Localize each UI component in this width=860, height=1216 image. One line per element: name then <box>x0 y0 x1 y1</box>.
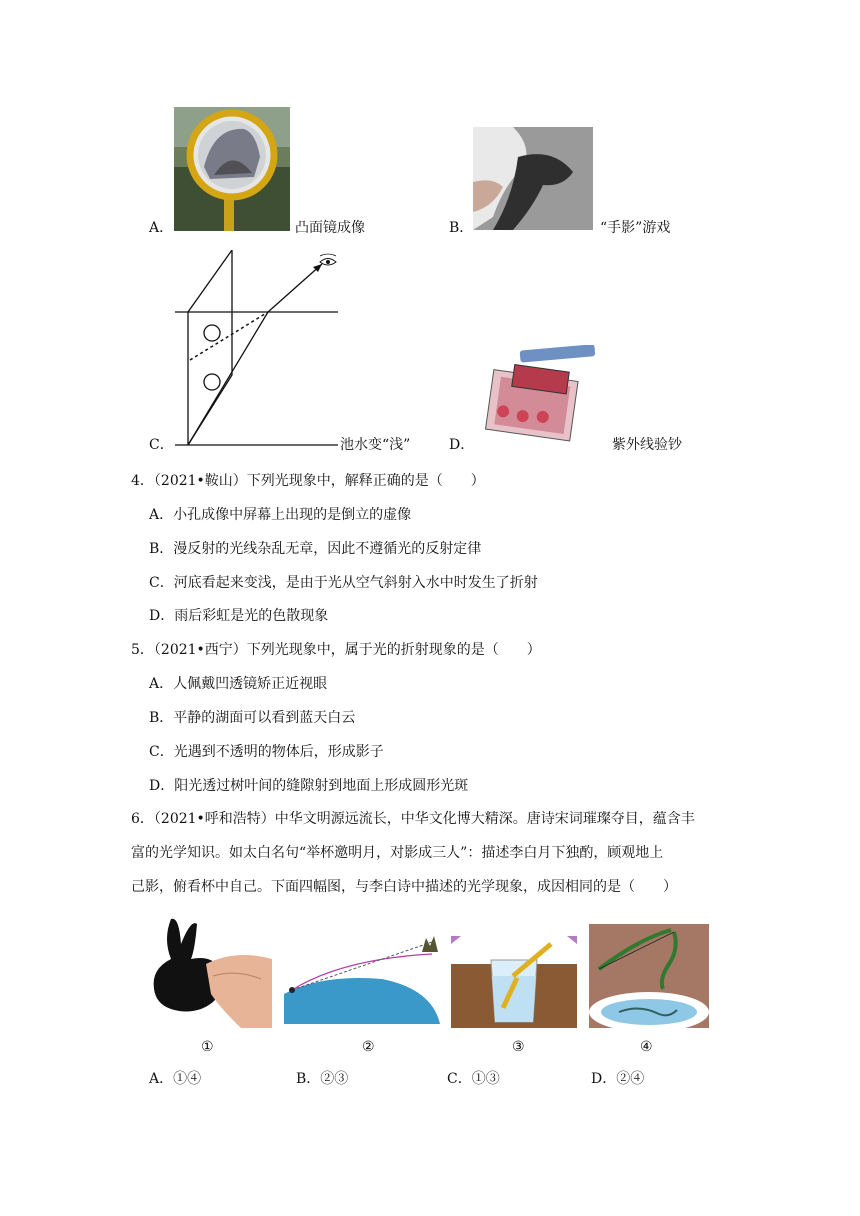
figure-2-atmosphere-refraction <box>282 934 442 1028</box>
option-b: B．②③ <box>296 1071 349 1087</box>
figure-label: ③ <box>512 1039 525 1055</box>
option-letter: A． <box>149 220 174 236</box>
figure-3-pencil-in-water <box>451 936 577 1028</box>
option-caption: 凸面镜成像 <box>295 220 365 236</box>
question-stem: 4．（2021•鞍山）下列光现象中，解释正确的是（ ） <box>131 473 485 489</box>
hand-shadow-image <box>473 127 593 230</box>
option-b: B．平静的湖面可以看到蓝天白云 <box>149 710 356 726</box>
question-stem-line: 己影，俯看杯中自己。下面四幅图，与李白诗中描述的光学现象，成因相同的是（ ） <box>131 879 677 895</box>
figure-label: ② <box>362 1039 375 1055</box>
option-d: D．阳光透过树叶间的缝隙射到地面上形成圆形光斑 <box>149 778 469 794</box>
option-a: A．人佩戴凹透镜矫正近视眼 <box>149 676 328 692</box>
option-a: A．小孔成像中屏幕上出现的是倒立的虚像 <box>149 507 412 523</box>
eye-icon <box>320 254 336 265</box>
option-caption: 池水变“浅” <box>340 437 411 453</box>
question-stem-line: 富的光学知识。如太白名句“举杯邀明月，对影成三人”：描述李白月下独酌，顾观地上 <box>131 845 664 861</box>
option-c: C．光遇到不透明的物体后，形成影子 <box>149 744 384 760</box>
figure-label: ① <box>201 1039 214 1055</box>
option-letter: D． <box>449 437 475 453</box>
option-caption: 紫外线验钞 <box>612 437 682 453</box>
figure-1-hand-shadow <box>151 914 272 1028</box>
option-b: B．漫反射的光线杂乱无章，因此不遵循光的反射定律 <box>149 541 482 557</box>
option-d: D．雨后彩虹是光的色散现象 <box>149 608 329 624</box>
figure-4-reflection <box>589 924 709 1028</box>
option-letter: C． <box>149 437 174 453</box>
pool-refraction-diagram <box>170 250 340 450</box>
option-d: D．②④ <box>591 1071 645 1087</box>
option-c: C．河底看起来变浅，是由于光从空气斜射入水中时发生了折射 <box>149 575 538 591</box>
question-stem: 5．（2021•西宁）下列光现象中，属于光的折射现象的是（ ） <box>131 642 541 658</box>
option-a: A．①④ <box>149 1071 202 1087</box>
question-stem-line: 6．（2021•呼和浩特）中华文明源远流长，中华文化博大精深。唐诗宋词璀璨夺目，蕴含丰 <box>131 811 695 827</box>
option-letter: B． <box>449 220 474 236</box>
convex-mirror-image <box>174 107 290 231</box>
banknote-uv-image <box>470 345 605 445</box>
option-caption: “手影”游戏 <box>600 220 671 236</box>
figure-label: ④ <box>640 1039 653 1055</box>
option-c: C．①③ <box>447 1071 500 1087</box>
